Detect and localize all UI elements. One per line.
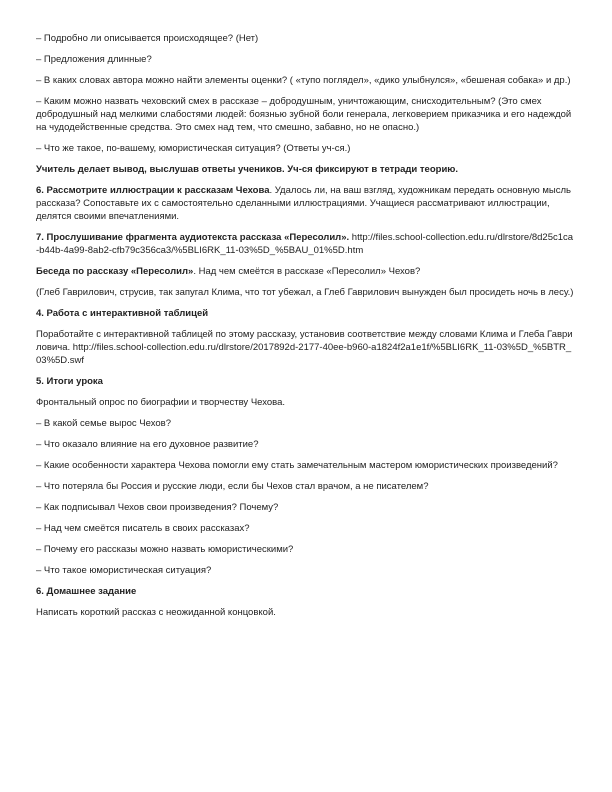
section-6-heading-text: 6. Домашнее задание (36, 586, 137, 597)
illustrations-text: . Удалось ли, на ваш взгляд, художникам передать основную мысль рассказа? Сопоставьте их с самостоятельно сделанными иллюстрациями. Учащиеся рассматривают иллюстрации, делятся своими впечатлениями. (36, 185, 571, 222)
section-5-question-4: – Что потеряла бы Россия и русские люди, если бы Чехов стал врачом, а не писателем? (36, 481, 429, 492)
section-4-text: Поработайте с интерактивной таблицей по этому рассказу, установив соответствие между словами Клима и Глеба Гавриловича. http://files.school-collection.edu.ru/dlrstore/2017892d-2177-40ee-b960-a1824f2a1e1f/%5BLI6RK_11-03%5D_%5BTR_03%5D.swf (36, 329, 573, 366)
section-5-question-5: – Как подписывал Чехов свои произведения? Почему? (36, 502, 279, 513)
teacher-conclusion (36, 163, 576, 176)
section-6-heading (36, 585, 576, 598)
section-5-question-7: – Почему его рассказы можно назвать юмористическими? (36, 544, 294, 555)
section-5-intro: Фронтальный опрос по биографии и творчеству Чехова. (36, 397, 286, 408)
illustrations-heading: 6. Рассмотрите иллюстрации к рассказам Чехова (36, 185, 270, 196)
section-5-heading-text: 5. Итоги урока (36, 376, 103, 387)
illustrations-paragraph (36, 184, 576, 223)
section-5-question-8: – Что такое юмористическая ситуация? (36, 565, 212, 576)
audio-paragraph (36, 231, 576, 257)
question-laughter: – Каким можно назвать чеховский смех в рассказе – добродушным, уничтожающим, снисходительным? (Это смех добродушный над мелкими слабостями людей: боязнью зубной боли генерала, легковерием приказчика и его надеждой на чудодейственные средства. Это смех над тем, что смешно, забавно, но не опасно.) (36, 96, 572, 133)
question-detail: – Подробно ли описывается происходящее? (Нет) (36, 33, 259, 44)
audio-heading: 7. Прослушивание фрагмента аудиотекста рассказа «Пересолил». (36, 232, 350, 243)
audio-url: http://files.school-collection.edu.ru/dlrstore/8d25c1ca-b44b-4a99-8ab2-cfb79c356ca3/%5BLI6RK_11-03%5D_%5BAU_01%5D.htm (36, 232, 574, 256)
question-author-words: – В каких словах автора можно найти элементы оценки? ( «тупо поглядел», «дико улыбнулся», «бешеная собака» и др.) (36, 75, 571, 86)
question-humor-situation: – Что же такое, по-вашему, юмористическая ситуация? (Ответы уч-ся.) (36, 143, 351, 154)
section-6-text: Написать короткий рассказ с неожиданной концовкой. (36, 607, 276, 618)
section-5-question-6: – Над чем смеётся писатель в своих рассказах? (36, 523, 250, 534)
talk-text: . Над чем смеётся в рассказе «Пересолил» Чехов? (193, 266, 421, 277)
teacher-conclusion-text: Учитель делает вывод, выслушав ответы учеников. Уч-ся фиксируют в тетради теорию. (36, 164, 459, 175)
question-sentences: – Предложения длинные? (36, 54, 152, 65)
talk-heading: Беседа по рассказу «Пересолил» (36, 266, 194, 277)
section-5-question-2: – Что оказало влияние на его духовное развитие? (36, 439, 259, 450)
section-5-question-1: – В какой семье вырос Чехов? (36, 418, 171, 429)
section-5-heading (36, 375, 576, 388)
talk-paragraph (36, 265, 576, 278)
talk-answer: (Глеб Гаврилович, струсив, так запугал Клима, что тот убежал, а Глеб Гаврилович вынужден был просидеть ночь в лесу.) (36, 287, 574, 298)
section-5-question-3: – Какие особенности характера Чехова помогли ему стать замечательным мастером юмористических произведений? (36, 460, 558, 471)
document-page (36, 32, 576, 627)
section-4-heading (36, 307, 576, 320)
section-4-heading-text: 4. Работа с интерактивной таблицей (36, 308, 209, 319)
